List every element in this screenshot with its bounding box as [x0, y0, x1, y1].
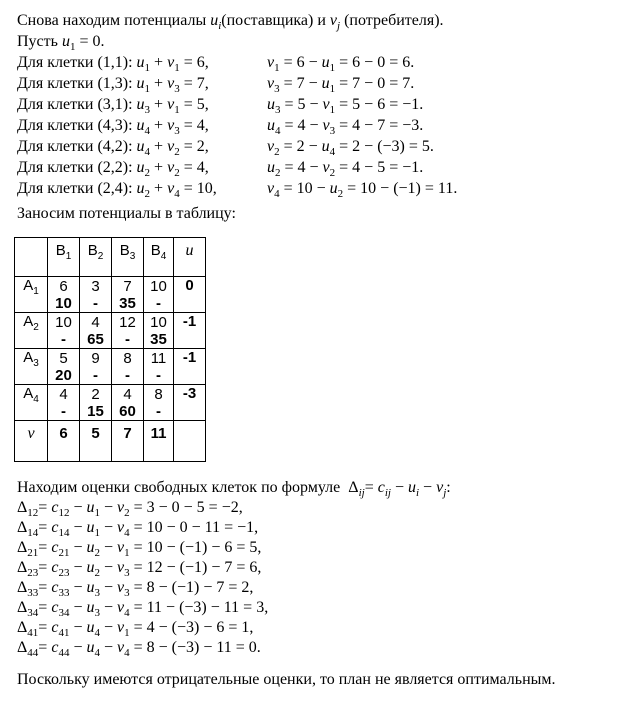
- cell-cost: 2: [91, 386, 100, 403]
- cell-allocation: -: [61, 331, 66, 348]
- row-label-a3: $A_3$: [15, 349, 48, 385]
- delta-line-14: $\Delta_{14}= c_{14} - u_1 - v_4 = 10 - 0 - 11 = -1$,: [17, 519, 259, 540]
- cell-allocation: -: [156, 403, 161, 420]
- conclusion-line: Поскольку имеются отрицательные оценки, то план не является оптимальным.: [17, 671, 556, 688]
- cell-equation-right: $u_2 = 4 - v_2 = 4 - 5 = -1$.: [267, 159, 424, 180]
- table-row-a3: [15, 349, 206, 385]
- cell-equation-left: Для клетки (3,1): $u_3 + v_1 = 5$,: [17, 96, 209, 117]
- potentials-intro: [17, 10, 599, 199]
- cell-allocation: -: [125, 367, 130, 384]
- cell-allocation: -: [156, 295, 161, 312]
- cell-equation-line: [17, 115, 599, 136]
- cell-allocation: 10: [55, 295, 72, 312]
- u-value-cell: -1: [174, 313, 206, 349]
- table-cell: [48, 385, 80, 421]
- table-cell: [80, 385, 112, 421]
- cell-allocation: 15: [87, 403, 104, 420]
- v-value-cell: 11: [144, 421, 174, 462]
- intro-line-1: Снова находим потенциалы $u_i(поставщика)$ и $v_j$ (потребителя).: [17, 12, 444, 33]
- cell-cost: 3: [91, 278, 100, 295]
- delta-line-34: $\Delta_{34}= c_{34} - u_3 - v_4 = 11 - (-3) - 11 = 3$,: [17, 599, 269, 620]
- cell-allocation: 20: [55, 367, 72, 384]
- u-value-cell: -1: [174, 349, 206, 385]
- table-row-a2: [15, 313, 206, 349]
- cell-equation-left: Для клетки (1,3): $u_1 + v_3 = 7$,: [17, 75, 209, 96]
- u-value-cell: 0: [174, 277, 206, 313]
- cell-equation-line: [17, 136, 599, 157]
- cell-equation-right: $u_3 = 5 - v_1 = 5 - 6 = -1$.: [267, 96, 424, 117]
- v-value-cell: 5: [80, 421, 112, 462]
- table-cell: [144, 277, 174, 313]
- table-cell: [144, 349, 174, 385]
- cell-allocation: -: [125, 331, 130, 348]
- cell-cost: 6: [59, 278, 68, 295]
- cell-cost: 10: [150, 278, 167, 295]
- delta-line-44: $\Delta_{44}= c_{44} - u_4 - v_4 = 8 - (-3) - 11 = 0$.: [17, 639, 261, 660]
- delta-line-41: $\Delta_{41}= c_{41} - u_4 - v_1 = 4 - (-3) - 6 = 1$,: [17, 619, 254, 640]
- col-header-b1: $B_1$: [48, 238, 80, 277]
- col-header-b4: $B_4$: [144, 238, 174, 277]
- cell-equation-left: Для клетки (1,1): $u_1 + v_1 = 6$,: [17, 54, 209, 75]
- table-cell: [80, 349, 112, 385]
- row-label-a1: $A_1$: [15, 277, 48, 313]
- table-cell: [144, 313, 174, 349]
- cell-equation-line: [17, 94, 599, 115]
- footer-empty-cell: [174, 421, 206, 462]
- cell-allocation: 35: [119, 295, 136, 312]
- cell-allocation: -: [93, 295, 98, 312]
- cell-equation-right: $v_1 = 6 - u_1 = 6 - 0 = 6$.: [267, 54, 415, 75]
- cell-allocation: 60: [119, 403, 136, 420]
- cell-allocation: 35: [150, 331, 167, 348]
- cell-cost: 10: [150, 314, 167, 331]
- col-header-b2: $B_2$: [80, 238, 112, 277]
- cell-allocation: -: [156, 367, 161, 384]
- table-cell: [48, 349, 80, 385]
- cell-cost: 12: [119, 314, 136, 331]
- cell-equation-right: $v_3 = 7 - u_1 = 7 - 0 = 7$.: [267, 75, 415, 96]
- table-row-a4: [15, 385, 206, 421]
- table-cell: [144, 385, 174, 421]
- v-value-cell: 6: [48, 421, 80, 462]
- cell-equation-line: [17, 178, 599, 199]
- cell-equation-right: $v_4 = 10 - u_2 = 10 - (-1) = 11$.: [267, 180, 458, 201]
- cell-cost: 4: [91, 314, 100, 331]
- cell-cost: 8: [123, 350, 132, 367]
- delta-line-12: $\Delta_{12}= c_{12} - u_1 - v_2 = 3 - 0 - 5 = -2$,: [17, 499, 243, 520]
- cell-equation-right: $u_4 = 4 - v_3 = 4 - 7 = -3$.: [267, 117, 424, 138]
- cell-equation-right: $v_2 = 2 - u_4 = 2 - (-3) = 5$.: [267, 138, 434, 159]
- table-footer-row: [15, 421, 206, 462]
- row-label-a2: $A_2$: [15, 313, 48, 349]
- cell-cost: 10: [55, 314, 72, 331]
- cell-cost: 7: [123, 278, 132, 295]
- col-header-b3: $B_3$: [112, 238, 144, 277]
- table-cell: [112, 349, 144, 385]
- cell-equation-line: [17, 52, 599, 73]
- delta-line-23: $\Delta_{23}= c_{23} - u_2 - v_3 = 12 - (-1) - 7 = 6$,: [17, 559, 262, 580]
- cell-equation-left: Для клетки (4,3): $u_4 + v_3 = 4$,: [17, 117, 209, 138]
- cell-equation-left: Для клетки (2,2): $u_2 + v_2 = 4$,: [17, 159, 209, 180]
- delta-line-33: $\Delta_{33}= c_{33} - u_3 - v_3 = 8 - (-1) - 7 = 2$,: [17, 579, 254, 600]
- table-header-row: [15, 238, 206, 277]
- delta-intro-line: Находим оценки свободных клеток по формуле $\Delta_{ij}= c_{ij} - u_i - v_j$:: [17, 479, 451, 500]
- v-value-cell: 7: [112, 421, 144, 462]
- row-label-v: v: [15, 421, 48, 462]
- cell-equation-left: Для клетки (2,4): $u_2 + v_4 = 10$,: [17, 180, 217, 201]
- cell-cost: 4: [59, 386, 68, 403]
- cell-cost: 9: [91, 350, 100, 367]
- cell-allocation: -: [93, 367, 98, 384]
- col-header-u: u: [174, 238, 206, 277]
- table-cell: [112, 385, 144, 421]
- table-corner-cell: [15, 238, 48, 277]
- delta-estimates-block: [17, 478, 599, 658]
- table-cell: [48, 277, 80, 313]
- table-cell: [80, 277, 112, 313]
- u-value-cell: -3: [174, 385, 206, 421]
- cell-cost: 5: [59, 350, 68, 367]
- table-row-a1: [15, 277, 206, 313]
- table-cell: [112, 277, 144, 313]
- cell-equation-left: Для клетки (4,2): $u_4 + v_2 = 2$,: [17, 138, 209, 159]
- cell-cost: 11: [150, 350, 167, 367]
- delta-line-21: $\Delta_{21}= c_{21} - u_2 - v_1 = 10 - (-1) - 6 = 5$,: [17, 539, 262, 560]
- table-cell: [80, 313, 112, 349]
- row-label-a4: $A_4$: [15, 385, 48, 421]
- cell-cost: 8: [154, 386, 163, 403]
- table-caption: Заносим потенциалы в таблицу:: [17, 205, 236, 222]
- cell-cost: 4: [123, 386, 132, 403]
- cell-allocation: 65: [87, 331, 104, 348]
- table-cell: [112, 313, 144, 349]
- cell-allocation: -: [61, 403, 66, 420]
- table-cell: [48, 313, 80, 349]
- cell-equation-line: [17, 157, 599, 178]
- intro-line-2: Пусть $u_1 = 0$.: [17, 33, 105, 54]
- cell-equation-line: [17, 73, 599, 94]
- potentials-table: [14, 237, 206, 462]
